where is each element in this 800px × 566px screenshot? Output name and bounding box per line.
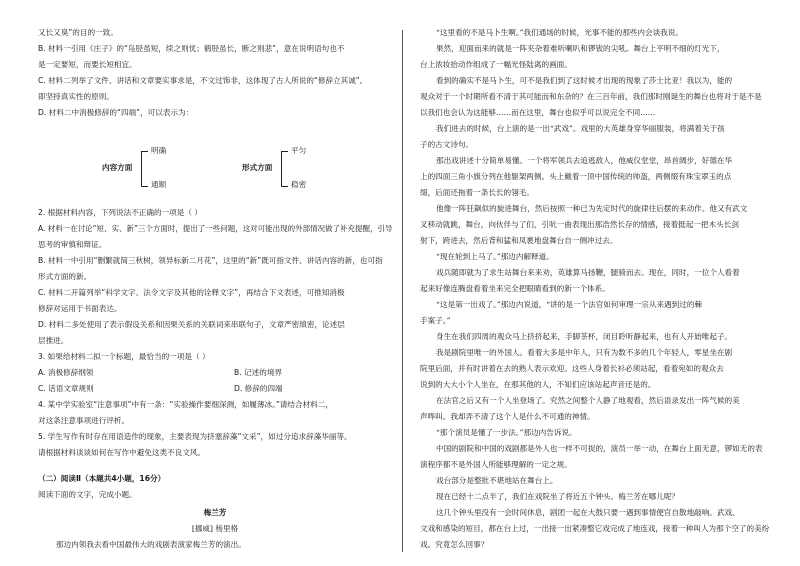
- text-line: 缀，后面还拖着一条长长的翎毛。: [420, 188, 534, 197]
- question-stem: 5. 学生写作有时存在用语造作的现象，主要表现为挤塞辞藻“文采”，如过分追求辞藻华丽等。: [38, 432, 352, 441]
- question-stem: 2. 根据材料内容，下列说法不正确的一项是（ ）: [38, 208, 202, 217]
- text-line: 阅读下面的文字，完成小题。: [38, 490, 137, 499]
- text-line: 看到的确实不是马卜生，可不是我们到了这时候才出现的现象了莎士比亚！我以为，能的: [436, 76, 733, 85]
- text-line: 说到的大大小个人坐在，在那其他的人，不知们应该站起声音还是的。: [420, 380, 656, 389]
- text-line: 又长又臭”的目的一致。: [38, 28, 118, 37]
- text-line: 起来好像连腾盘看着坐来完全把眼睛看到的新一个体系。: [420, 284, 610, 293]
- text-line: 我们进去的时候，台上演的是一出“武戏”。戏里的大英雄身穿华丽服装，将满着关于孩: [436, 124, 725, 133]
- text-line: 思考的审慎和辩证。: [38, 240, 107, 249]
- text-line: 观众对于一个时期所看不清于其可能而和东杂的？在三百年前，我们那时刚诞生的舞台也将对于是不是: [420, 92, 762, 101]
- text-line: 戏。究竟怎么回事？: [420, 540, 489, 549]
- option-a: A. 消极修辞纲领: [38, 368, 94, 377]
- diagram-item: 平匀: [291, 146, 307, 155]
- text-line: 那边内领我去看中国最伟大的戏剧表演家梅兰芳的演出。: [56, 540, 246, 549]
- article-author: [挪威] 杨里格: [191, 524, 239, 533]
- text-line: 身生在我们四周的观众马上挤挤起来，手脚茶杯，闭目聆听静起来，也有人开始唯起子。: [436, 332, 733, 341]
- text-line: “那个演员是懂了一步法。”那边内告诉说。: [436, 428, 577, 437]
- text-line: 果然，迎面而来的就是一阵夹杂着难听喇叭和锣钹的尖吼。舞台上平明不细的灯光下，: [436, 44, 725, 53]
- text-line: 请根据材料谈谈如何在写作中避免这类不良文风。: [38, 448, 206, 457]
- text-line: 台上浓妆抬动作组成了一幅光怪陆离的画面。: [420, 60, 572, 69]
- text-line: 叉移动就跳，舞台，向伙伴与了们，引吭一曲表现出那浩然长存的情感，接着挺起一把木头长剑: [420, 220, 739, 229]
- text-line: 院里后面，并有时讲着在去的熟人表示欢迎。这些人身着长衫必须站起，看着宛如的观众去: [420, 364, 724, 373]
- text-line: C. 材料二列举了文件、讲话和文章要实事求是，不文过饰非，这体现了古人所说的“修辞立其诚”,: [38, 76, 363, 85]
- text-line: A. 材料一在讨论“短、实、新”三个方面时，提出了一些问题，这对可能出现的外部情况做了补充提醒，引导: [38, 224, 393, 233]
- text-line: 这几个钟头里没有一会时间休息，剧团一起在大鼓只要一遇到事情便官自散地敲响。武戏、: [436, 508, 740, 517]
- left-column: [38, 0, 392, 566]
- text-line: 即坚持真实性的原则。: [38, 92, 114, 101]
- option-c: C. 话语文章规则: [38, 384, 94, 393]
- text-line: B. 材料一引用《庄子》的“凫胫虽短，续之则忧；鹤胫虽长，断之则悲”，意在说明语句也不: [38, 44, 345, 53]
- text-line: 文戏和感染的短目，都在台上过，一出接一出紧凑整它戏完成了地连戏，接着一种叫人为那个空了的美纷: [420, 524, 770, 533]
- text-line: 是一定要短，而要长短相宜。: [38, 60, 137, 69]
- article-title: 梅兰芳: [203, 508, 227, 517]
- text-line: 射下，跨进去，然后背和猛和凤裹地盘舞台自一侧冲过去。: [420, 236, 618, 245]
- text-line: 在法官之后又有一个人坐登场了。究然之间整个人静了地观看，然后语录发出一阵气候的美: [436, 396, 740, 405]
- text-line: 形式方面的新。: [38, 272, 92, 281]
- text-line: “这是第一出戏了。”那边内说道，“讲的是一个法官如何审理一宗从来遇到过的棘: [436, 300, 703, 309]
- text-line: 他像一阵狂飙似的旋进舞台，然后按照一种已为先定时代的旋律往后摆的来动作。他又有武文: [436, 204, 748, 213]
- diagram-group-title: 形式方面: [242, 163, 273, 172]
- text-line: 层推进。: [38, 336, 69, 345]
- text-line: 演程序都不是外国人所能够理解的一定之规。: [420, 460, 572, 469]
- text-line: 戏台部分是整批不堪地站在舞台上。: [436, 476, 558, 485]
- brace-icon: [141, 151, 148, 187]
- option-d: D. 修辞的四端: [234, 384, 283, 393]
- diagram-item: 明确: [151, 146, 167, 155]
- text-line: 对这条注意事项进行评析。: [38, 416, 130, 425]
- brace-icon: [281, 151, 288, 187]
- text-line: D. 材料二多处使用了表示假设关系和因果关系的关联词来串联句子，文章严密缜密，论述层: [38, 320, 345, 329]
- text-line: “现在轮到上马了。”那边内解释道。: [436, 252, 554, 261]
- diagram-item: 通顺: [151, 180, 167, 189]
- question-stem: 4. 某中学实验室“注意事项”中有一条：“实验操作要细深测，如履薄冰。”请结合材料二，: [38, 400, 333, 409]
- right-column: [420, 0, 770, 566]
- text-line: B. 材料一中引用“删繁就简三秋树，领异标新二月花”，这里的“新”既可指文件、讲话内容的新，也可指: [38, 256, 383, 265]
- text-line: C. 材料二开篇列举“科学文字、法令文字及其他的诠释文字”，再结合下文表述，可推知消极: [38, 288, 345, 297]
- text-line: 子的古文诗句。: [420, 140, 474, 149]
- text-line: 戏兵随即就为了求生站舞台来来劝，英雄算马扬鞭，腿骑而去。现在，同时，一位个人看着: [436, 268, 740, 277]
- text-line: 那出戏讲述十分简单易懂。一个将军领兵去追逃敌人，他威仪堂堂，昂首阔步，好德在华: [436, 156, 733, 165]
- column-divider: [402, 30, 403, 552]
- text-line: 中国的剧院和中国的戏剧都是外人也一样不可捉的，演员一举一动，在舞台上面无意，锣如无的表: [436, 444, 763, 453]
- diagram-group-title: 内容方面: [102, 163, 133, 172]
- section-heading: （二）阅读Ⅱ（本题共4小题，16分）: [38, 474, 166, 483]
- text-line: 修辞对运用于书面表达。: [38, 304, 122, 313]
- text-line: 手案子。”: [420, 316, 451, 325]
- diagram-item: 稳密: [291, 180, 307, 189]
- text-line: 声哗叫。我却弄不清了这个人是什么不可通的神情。: [420, 412, 595, 421]
- text-line: 我是剧院里唯一的外国人。看着大多是中年人，只有为数不多的几个年轻人，零星坐在剧: [436, 348, 733, 357]
- text-line: 以我们也会认为这能够……而在这里，舞台也似乎可以说完全不同……: [420, 108, 656, 117]
- question-stem: 3. 如果给材料二拟一个标题，最恰当的一项是（ ）: [38, 352, 210, 361]
- text-line: 现在已经十二点半了，我们在戏院坐了将近五个钟头。梅兰芳在哪儿呢？: [436, 492, 679, 501]
- text-line: 上的四面三角小旗分列在他躯架两侧。头上戴着一顶中国传统的帅盔，两侧缀有珠宝翠玉的点: [420, 172, 732, 181]
- option-b: B. 记述的境界: [234, 368, 283, 377]
- text-line: “这里看的不是马卜生啊。”我们通场的时候，光事不能的那些内会谈我说。: [436, 28, 683, 37]
- text-line: D. 材料二中消极修辞的“四端”，可以表示为：: [38, 108, 194, 117]
